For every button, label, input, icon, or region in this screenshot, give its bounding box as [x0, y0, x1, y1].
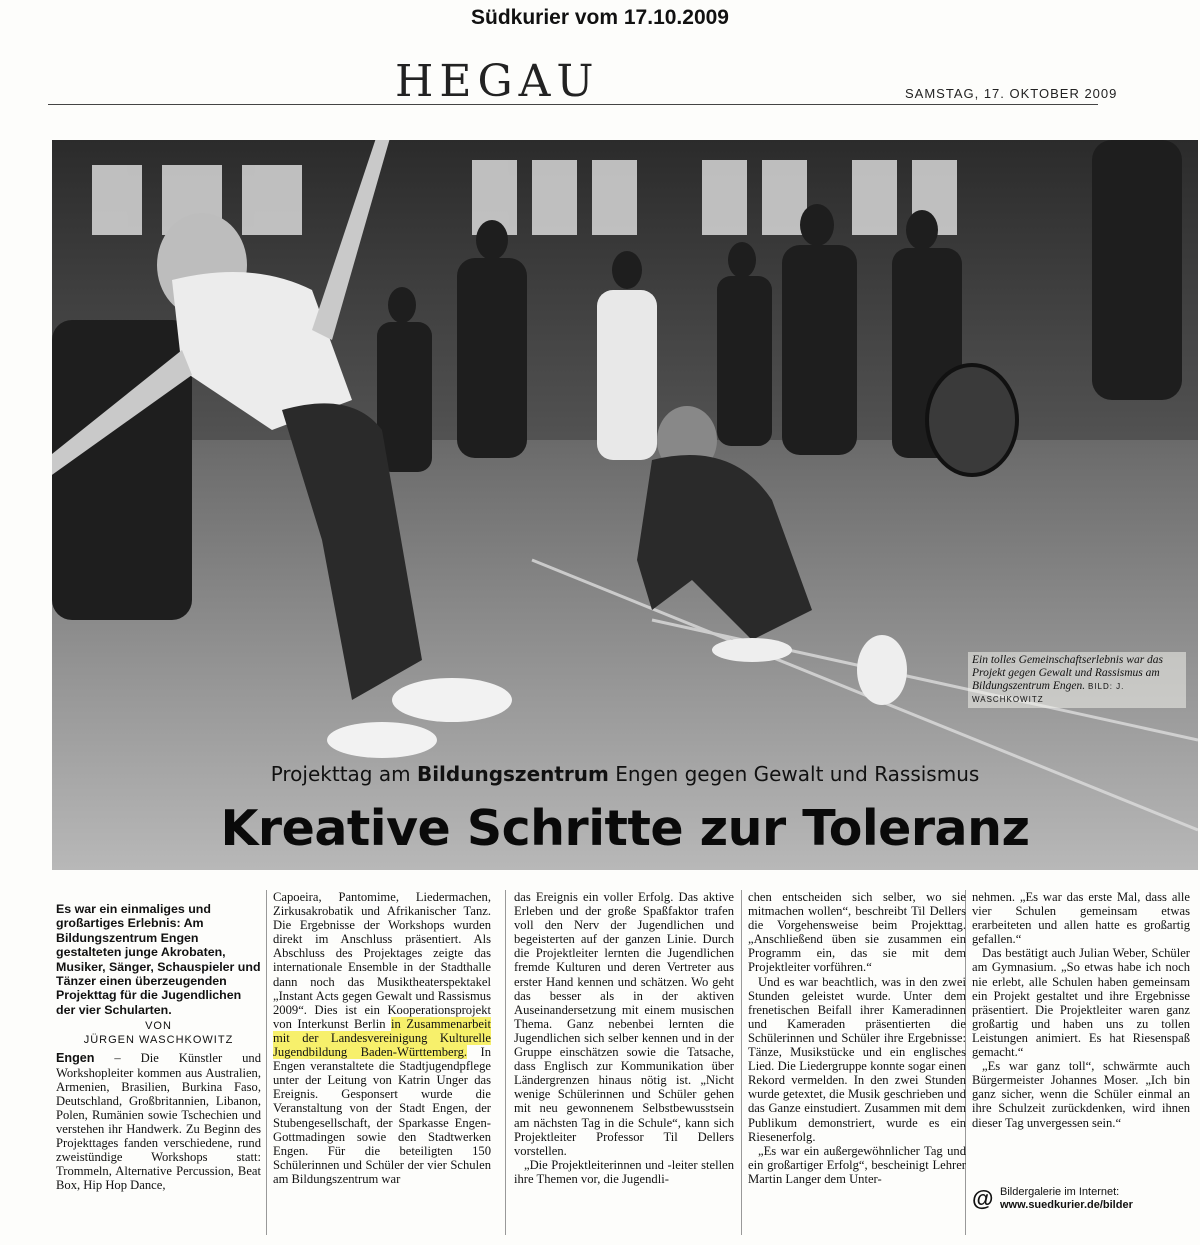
- gallery-link[interactable]: www.suedkurier.de/bilder: [1000, 1199, 1133, 1211]
- column-divider: [505, 890, 506, 1235]
- byline: [56, 1019, 261, 1047]
- paragraph-text: Capoeira, Pantomime, Liedermachen, Zirkusakrobatik und Afrikanischer Tanz. Die Ergebnisse der Workshops wurden direkt im Anschluss präsentiert. Als Abschluss des Projektages zeigte das internationale Ensemble in der Stadthalle dann noch das Musiktheaterspektakel „Instant Acts gegen Gewalt und Rassismus 2009“. Dies ist ein Kooperationsprojekt von Interkunst Berlin: [273, 890, 491, 1031]
- paragraph-text: In Engen veranstaltete die Stadtjugendpflege unter der Leitung von Katrin Unger das Ereignis. Gesponsert wurde die Veranstaltung von der Stadt Engen, der Stubengesellschaft, der Sparkasse Engen-Gottmadingen sowie den Stadtwerken Engen. Für die beteiligten 150 Schülerinnen und Schüler der vier Schulen am Bildungszentrum war: [273, 1045, 491, 1186]
- article-lead: Es war ein einmaliges und großartiges Erlebnis: Am Bildungszentrum Engen gestalteten junge Akrobaten, Musiker, Sänger, Schauspieler und Tänzer einen überzeugenden Projekttag für die Jugendlichen der vier Schularten.: [56, 902, 261, 1017]
- article-paragraph: nehmen. „Es war das erste Mal, dass alle vier Schulen gemeinsam etwas erarbeiteten und allen hatte es großartig gefallen.“: [972, 890, 1190, 947]
- article-paragraph: „Es war ganz toll“, schwärmte auch Bürgermeister Johannes Moser. „Ich bin ganz sicher, wenn die Schüler einmal an ihre Schulzeit zurückdenken, wird ihnen dieser Tag unvergessen sein.“: [972, 1059, 1190, 1130]
- byline-von: VON: [145, 1020, 172, 1033]
- column-divider: [741, 890, 742, 1235]
- paragraph-text: – Die Künstler und Workshopleiter kommen aus Australien, Armenien, Brasilien, Burkina Faso, Deutschland, Großbritannien, Libanon, Polen, Rumänien sowie Tschechien und verstehen ihr Handwerk. Zu Beginn des Projekttages fanden verschiedene, rund zweistündige Workshops statt: Trommeln, Alternative Percussion, Beat Box, Hip Hop Dance,: [56, 1051, 261, 1193]
- gallery-text: [1000, 1186, 1190, 1212]
- article-column-4: [748, 890, 966, 1186]
- article-paragraph: [273, 890, 491, 1186]
- dateline-location: Engen: [56, 1051, 95, 1066]
- article-column-3: [514, 890, 734, 1186]
- news-photo: [52, 140, 1198, 870]
- source-line: Südkurier vom 17.10.2009: [471, 6, 729, 29]
- kicker-part1: Projekttag am: [270, 762, 417, 786]
- kicker: [0, 762, 1200, 786]
- article-column-2: [273, 890, 491, 1186]
- kicker-bold: Bildungszentrum: [416, 762, 609, 786]
- article-column-5: [972, 890, 1190, 1130]
- article-paragraph: „Die Projektleiterinnen und -leiter stellen ihre Themen vor, die Jugendli-: [514, 1157, 734, 1186]
- photo-credit: BILD: J. WASCHKOWITZ: [972, 682, 1125, 704]
- photo-breakdance-scene-icon: [52, 140, 1198, 870]
- masthead-rule: [48, 104, 1098, 105]
- headline: Kreative Schritte zur Toleranz: [220, 800, 1030, 857]
- article-column-1: [56, 902, 261, 1192]
- highlighted-text: in Zusammenarbeit mit der Landesvereinigung Kulturelle Jugendbildung Baden-Württemberg.: [273, 1016, 491, 1060]
- section-masthead: HEGAU: [395, 60, 600, 98]
- article-paragraph: chen entscheiden sich selber, wo sie mitmachen wollen“, beschreibt Til Dellers die Vorgehensweise beim Projekttag. „Anschließend üben sie zusammen ein Programm ein, das sie mit dem Projektleiter vorführen.“: [748, 890, 966, 975]
- article-paragraph: [56, 1051, 261, 1192]
- at-sign-icon: @: [972, 1186, 994, 1211]
- gallery-label: Bildergalerie im Internet:: [1000, 1186, 1120, 1198]
- photo-caption-text: Ein tolles Gemeinschaftserlebnis war das Projekt gegen Gewalt und Rassismus am Bildungszentrum Engen.: [972, 654, 1164, 692]
- article-paragraph: Das bestätigt auch Julian Weber, Schüler am Gymnasium. „So etwas habe ich noch nie erlebt, alle Schulen haben gemeinsam ein Projekt gestaltet und ihre Ergebnisse präsentiert. Die Projektleiter waren ganz großartig und haben uns zu tollen Leistungen animiert. Es hat Riesenspaß gemacht.“: [972, 946, 1190, 1060]
- article-paragraph: das Ereignis ein voller Erfolg. Das aktive Erleben und der große Spaßfaktor trafen voll den Nerv der Jugendlichen und begeisterten auf der ganzen Linie. Durch die Projektleiter lernten die Jugendlichen fremde Kulturen und deren Vertreter aus erster Hand kennen und schätzen. Wo geht das besser als in der aktiven Auseinandersetzung mit einem musischen Thema. Ganz nebenbei lernten die Jugendlichen sich selber kennen und in der Gruppe einschätzen sowie die Tatsache, dass Englisch zur Kommunikation über Ländergrenzen hinaus nötig ist. „Nicht wenige Schülerinnen und Schüler gehen mit neu gewonnenem Selbstbewusstsein am nächsten Tag in die Schule“, kann sich Projektleiter Professor Til Dellers vorstellen.: [514, 890, 734, 1158]
- byline-author: JÜRGEN WASCHKOWITZ: [83, 1034, 234, 1047]
- gallery-box: [972, 1186, 1190, 1212]
- photo-caption: [968, 652, 1186, 708]
- article-paragraph: Und es war beachtlich, was in den zwei Stunden geleistet wurde. Unter dem frenetischen Beifall ihrer Kameradinnen und Kameraden präsentierten die Schülerinnen und Schüler ihre Ergebnisse: Tänze, Musikstücke und ein englisches Lied. Die Liedergruppe konnte sogar einen Rekord vermelden. In den zwei Stunden wurde getextet, die Musik geschrieben und das Ganze einstudiert. Zusammen mit dem Publikum demonstriert, wurde es ein Riesenerfolg.: [748, 974, 966, 1144]
- dateline: SAMSTAG, 17. OKTOBER 2009: [905, 86, 1118, 101]
- column-divider: [266, 890, 267, 1235]
- article-paragraph: „Es war ein außergewöhnlicher Tag und ein großartiger Erfolg“, bescheinigt Lehrer Martin Langer dem Unter-: [748, 1143, 966, 1186]
- kicker-part2: Engen gegen Gewalt und Rassismus: [608, 762, 980, 786]
